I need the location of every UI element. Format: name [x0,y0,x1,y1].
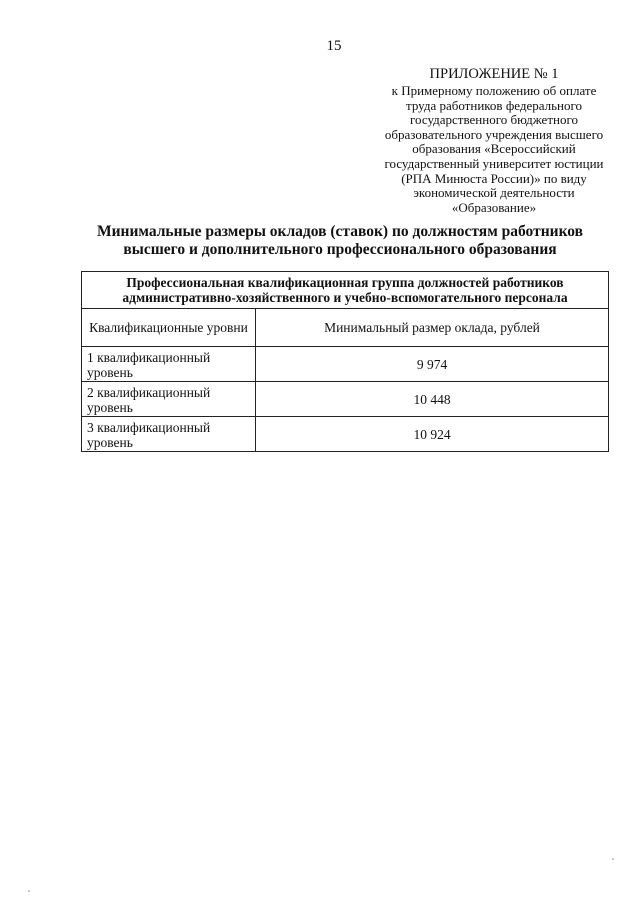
group-header-line: административно-хозяйственного и учебно-вспомогательного персонала [122,290,568,305]
document-title [80,223,600,259]
column-header-salary: Минимальный размер оклада, рублей [256,309,609,347]
document-title-line: высшего и дополнительного профессионального образования [123,241,557,258]
appendix-line: к Примерному положению об оплате [391,83,597,98]
appendix-block [378,66,610,215]
group-header-row [82,272,609,309]
appendix-line: государственного бюджетного [410,112,578,128]
group-header-cell [82,272,609,309]
appendix-line: образования «Всероссийский [412,141,576,157]
appendix-title: ПРИЛОЖЕНИЕ № 1 [429,66,559,82]
appendix-line: (РПА Минюста России)» по виду [401,170,587,186]
level-line: уровень [87,400,133,415]
group-header-line: Профессиональная квалификационная группа должностей работников [126,275,564,290]
level-line: 2 квалификационный [87,385,211,400]
column-header-level: Квалификационные уровни [82,309,256,347]
level-line: уровень [87,365,133,380]
page-number: 15 [326,38,342,54]
scan-speck [28,890,30,892]
level-cell [82,382,256,417]
salary-cell: 9 974 [256,347,609,382]
appendix-line: «Образование» [451,199,537,215]
level-cell [82,347,256,382]
table-row [82,347,609,382]
table-row [82,417,609,452]
level-line: 3 квалификационный [87,420,211,435]
appendix-line: труда работников федерального [405,97,582,113]
salary-table [81,271,609,452]
appendix-line: государственный университет юстиции [384,155,604,171]
appendix-line: экономической деятельности [413,185,575,201]
table-row [82,382,609,417]
document-title-line: Минимальные размеры окладов (ставок) по должностям работников [96,223,584,240]
scan-speck [612,858,614,860]
level-line: уровень [87,435,133,450]
level-cell [82,417,256,452]
column-header-row [82,309,609,347]
salary-cell: 10 924 [256,417,609,452]
level-line: 1 квалификационный [87,350,211,365]
salary-cell: 10 448 [256,382,609,417]
appendix-line: образовательного учреждения высшего [384,126,604,142]
